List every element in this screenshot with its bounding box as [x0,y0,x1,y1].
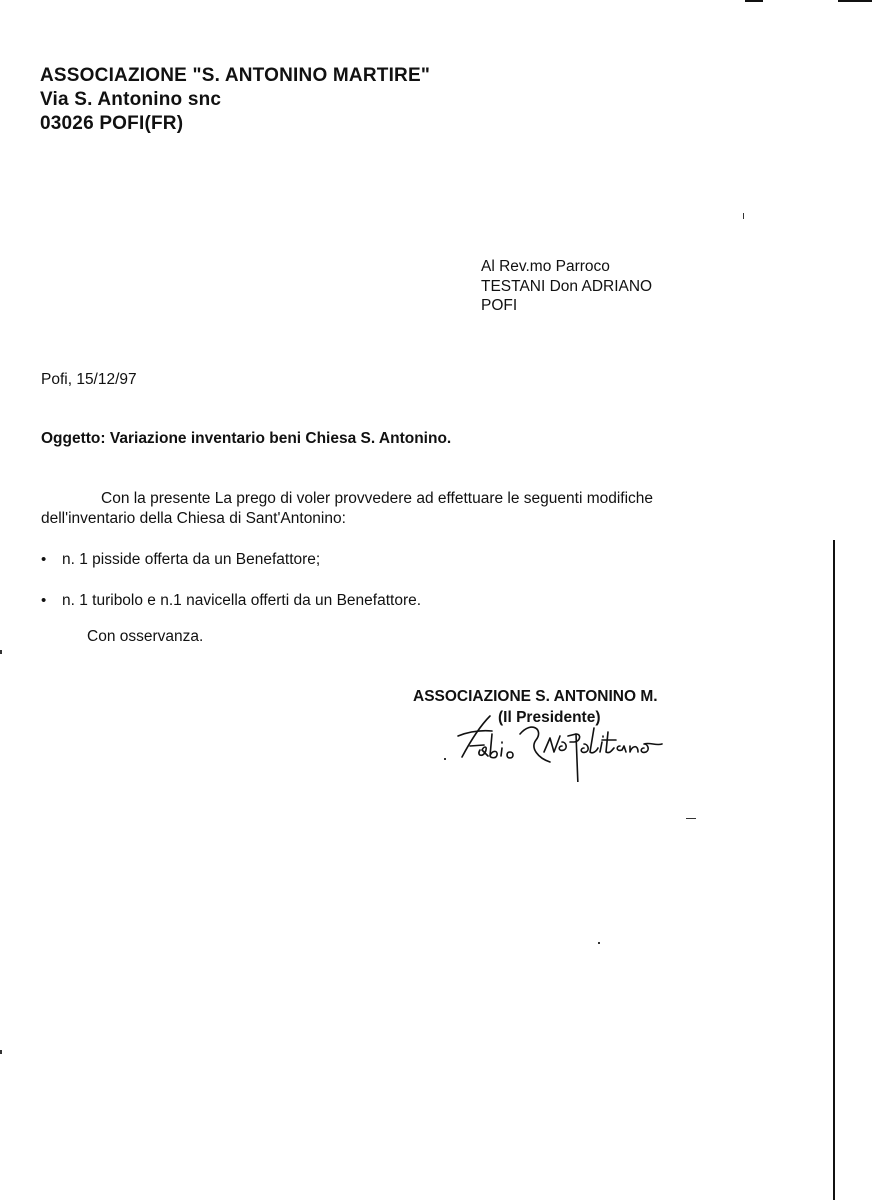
list-item-text: n. 1 turibolo e n.1 navicella offerti da un Benefattore. [62,592,422,609]
scan-speck [0,650,2,654]
handwritten-signature [440,712,670,782]
signature-role: (Il Presidente) [498,709,601,726]
recipient-title: Al Rev.mo Parroco [481,258,610,275]
sender-street: Via S. Antonino snc [40,89,222,110]
signature-block [413,688,658,726]
scan-speck [444,758,446,760]
closing-salutation: Con osservanza. [87,628,204,645]
body-paragraph-text: Con la presente La prego di voler provvedere ad effettuare le seguenti modifiche dell'inventario della Chiesa di Sant'Antonino: [41,490,654,527]
list-item-text: n. 1 pisside offerta da un Benefattore; [62,551,321,568]
bullet-icon: • [41,592,47,609]
scan-speck [743,213,744,219]
bullet-icon: • [41,551,47,568]
sender-city: 03026 POFI(FR) [40,113,184,134]
signature-organization: ASSOCIAZIONE S. ANTONINO M. [413,688,658,705]
list-item [41,591,421,632]
recipient-name: TESTANI Don ADRIANO [481,277,653,295]
scan-speck [686,818,696,819]
scan-speck [0,1050,2,1054]
scan-speck [598,942,600,944]
sender-name: ASSOCIAZIONE "S. ANTONINO MARTIRE" [40,65,431,86]
item-list [41,550,421,632]
letter-date: Pofi, 15/12/97 [41,371,137,388]
letter-subject: Oggetto: Variazione inventario beni Chiesa S. Antonino. [41,430,452,447]
recipient-address [481,257,652,316]
list-item [41,550,421,591]
scan-edge-line [833,540,835,1200]
recipient-city: POFI [481,297,518,314]
scan-top-mark [745,0,763,2]
sender-address [40,64,430,136]
scan-top-mark [838,0,872,2]
body-paragraph [41,489,751,528]
